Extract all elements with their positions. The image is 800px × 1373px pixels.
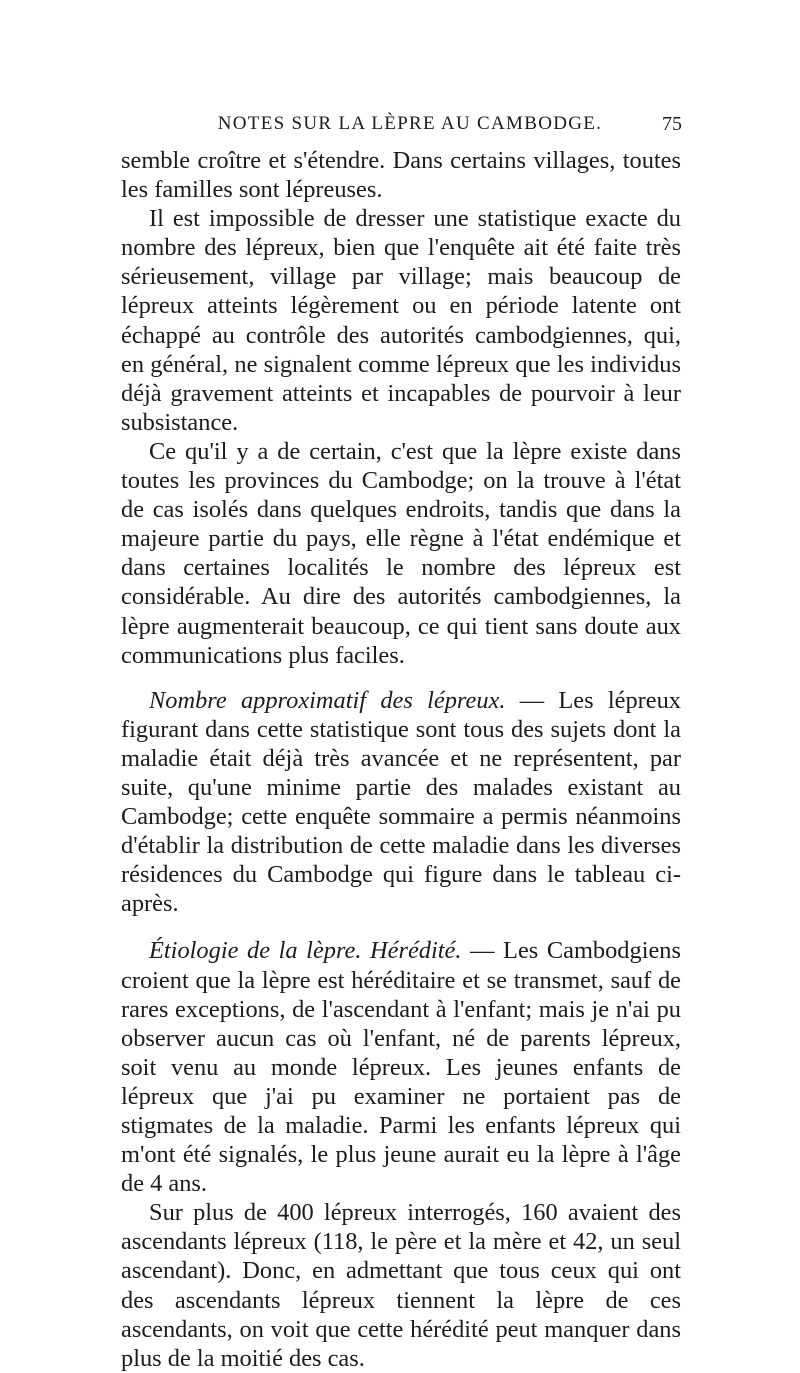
page-number: 75: [662, 113, 682, 135]
section-nombre-title: Nombre approximatif des lépreux.: [149, 686, 506, 714]
section-etiologie-text: — Les Cambodgiens croient que la lèpre est héréditaire et se transmet, sauf de rares exceptions, de l'ascendant à l'enfant; mais je n'ai pu observer aucun cas où l'enfant, né de parents lépreux, soit venu au monde lépreux. Les jeunes enfants de lépreux que j'ai pu examiner ne portaient pas de stigmates de la maladie. Parmi les enfants lépreux qui m'ont été signalés, le plus jeune aurait eu la lèpre à l'âge de 4 ans.: [121, 937, 681, 1198]
paragraph-statistique: Il est impossible de dresser une statistique exacte du nombre des lépreux, bien que l'enquête ait été faite très sérieusement, village par village; mais beaucoup de lépreux atteints légèrement ou en période latente ont échappé au contrôle des autorités cambodgiennes, qui, en général, ne signalent comme lépreux que les individus déjà gravement atteints et incapables de pourvoir à leur subsistance.: [121, 205, 681, 436]
running-title: NOTES SUR LA LÈPRE AU CAMBODGE.: [217, 113, 603, 134]
page-header: [120, 113, 680, 143]
paragraph-continuation: semble croître et s'étendre. Dans certains villages, toutes les familles sont lépreuses.: [121, 147, 681, 204]
section-etiologie-title: Étiologie de la lèpre. Hérédité.: [149, 937, 462, 965]
section-nombre-text: — Les lépreux figurant dans cette statistique sont tous des sujets dont la maladie était déjà très avancée et ne représentent, par suite, qu'une minime partie des malades existant au Cambodge; cette enquête sommaire a permis néanmoins d'établir la distribution de cette maladie dans les diverses résidences du Cambodge qui figure dans le tableau ci-après.: [121, 686, 681, 918]
body-text: [121, 146, 681, 1373]
paragraph-heredite: Sur plus de 400 lépreux interrogés, 160 avaient des ascendants lépreux (118, le père et la mère et 42, un seul ascendant). Donc, en admettant que tous ceux qui ont des ascendants lépreux tiennent la lèpre de ces ascendants, on voit que cette hérédité peut manquer dans plus de la moitié des cas.: [121, 1199, 681, 1372]
section-nombre: [121, 686, 681, 919]
section-etiologie: [121, 936, 681, 1198]
paragraph-provinces: Ce qu'il y a de certain, c'est que la lèpre existe dans toutes les provinces du Cambodge; on la trouve à l'état de cas isolés dans quelques endroits, tandis que dans la majeure partie du pays, elle règne à l'état endémique et dans certaines localités le nombre des lépreux est considérable. Au dire des autorités cambodgiennes, la lèpre augmenterait beaucoup, ce qui tient sans doute aux communications plus faciles.: [121, 437, 681, 669]
